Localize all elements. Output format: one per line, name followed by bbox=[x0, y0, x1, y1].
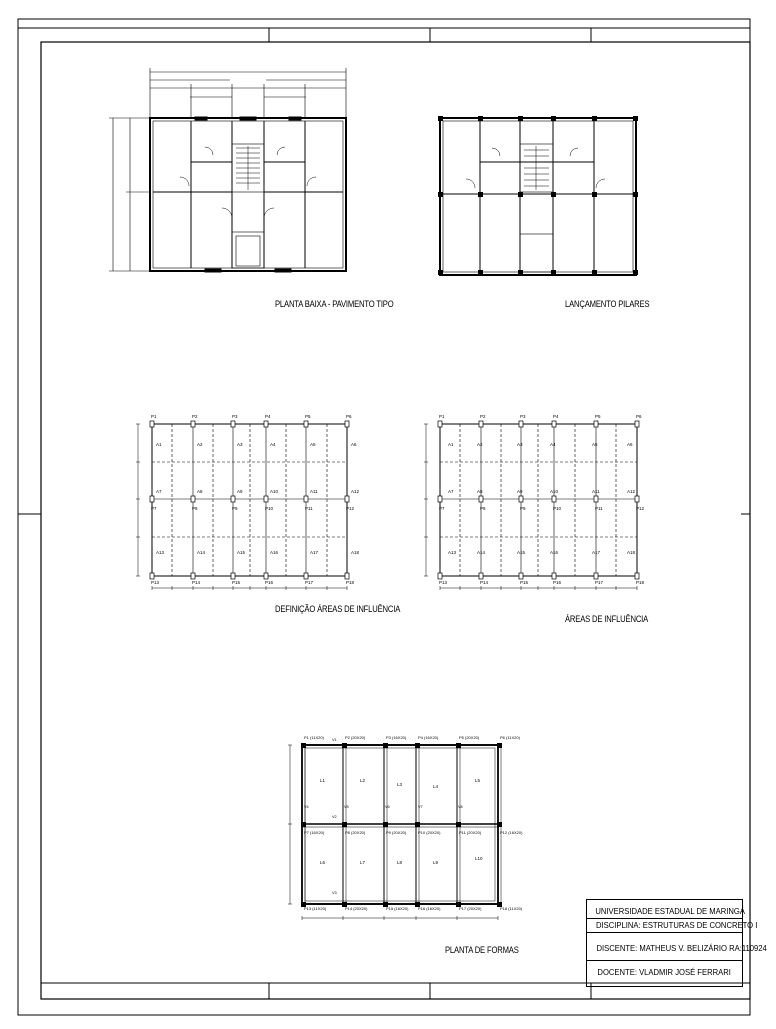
formwork-column-label: P18 (11X20) bbox=[500, 906, 523, 911]
column-mark bbox=[345, 421, 349, 427]
title-block bbox=[586, 899, 767, 987]
influence-definition-title: DEFINIÇÃO ÁREAS DE INFLUÊNCIA bbox=[275, 604, 401, 614]
column-label: P5 bbox=[305, 414, 311, 419]
area-label: A4 bbox=[550, 442, 556, 447]
student-name: DISCENTE: MATHEUS V. BELIZÁRIO RA:110924 bbox=[587, 932, 742, 961]
column-label: P2 bbox=[480, 414, 486, 419]
column-mark bbox=[191, 496, 195, 502]
column-section bbox=[456, 743, 461, 748]
beam-label: V8 bbox=[458, 805, 463, 809]
column-section bbox=[383, 822, 388, 827]
formwork-column-label: P7 (16X20) bbox=[304, 830, 325, 835]
beam-label: V1 bbox=[332, 738, 337, 742]
formwork-column-label: P13 (11X20) bbox=[304, 906, 327, 911]
column-mark bbox=[519, 573, 523, 579]
column-mark bbox=[594, 496, 598, 502]
column-mark bbox=[552, 573, 556, 579]
column-label: P13 bbox=[439, 580, 448, 585]
column-mark bbox=[635, 421, 639, 427]
area-label: A7 bbox=[156, 489, 162, 494]
area-label: A1 bbox=[448, 442, 454, 447]
column-label: P6 bbox=[346, 414, 352, 419]
column-mark bbox=[264, 573, 268, 579]
area-label: A6 bbox=[351, 442, 357, 447]
column-label: P18 bbox=[346, 580, 355, 585]
column-label: P10 bbox=[265, 506, 274, 511]
beam-label: V2 bbox=[332, 815, 337, 819]
formwork-column-label: P9 (20X20) bbox=[386, 830, 407, 835]
column-label: P10 bbox=[553, 506, 562, 511]
column-mark bbox=[264, 496, 268, 502]
formwork-column-label: P14 (20X20) bbox=[345, 906, 368, 911]
slab-label: L5 bbox=[475, 778, 481, 783]
column-mark bbox=[345, 573, 349, 579]
column-mark bbox=[479, 573, 483, 579]
formwork-column-label: P1 (11X20) bbox=[304, 735, 324, 740]
formwork-column-label: P11 (20X20) bbox=[459, 830, 482, 835]
formwork-column-label: P2 (20X20) bbox=[345, 735, 366, 740]
column-mark bbox=[594, 573, 598, 579]
column-section bbox=[342, 743, 347, 748]
column-label: P15 bbox=[232, 580, 241, 585]
area-label: A5 bbox=[592, 442, 598, 447]
column-mark bbox=[191, 421, 195, 427]
area-label: A2 bbox=[477, 442, 483, 447]
column-mark bbox=[264, 421, 268, 427]
influence-areas-title: ÁREAS DE INFLUÊNCIA bbox=[565, 614, 649, 624]
column-mark bbox=[438, 421, 442, 427]
column-label: P8 bbox=[192, 506, 198, 511]
slab-label: L9 bbox=[433, 860, 439, 865]
columns-layout-title: LANÇAMENTO PILARES bbox=[565, 299, 650, 309]
floor-plan-title: PLANTA BAIXA - PAVIMENTO TIPO bbox=[275, 299, 394, 309]
column-label: P16 bbox=[553, 580, 562, 585]
column-mark bbox=[552, 496, 556, 502]
column-mark bbox=[479, 421, 483, 427]
column-mark bbox=[304, 573, 308, 579]
column-label: P2 bbox=[192, 414, 198, 419]
slab-label: L3 bbox=[397, 782, 403, 787]
column-mark bbox=[438, 496, 442, 502]
column-section bbox=[342, 822, 347, 827]
beam-label: V6 bbox=[385, 805, 390, 809]
area-label: A17 bbox=[592, 550, 601, 555]
column-label: P13 bbox=[151, 580, 160, 585]
area-label: A15 bbox=[517, 550, 526, 555]
area-label: A6 bbox=[627, 442, 633, 447]
column-mark bbox=[191, 573, 195, 579]
area-label: A12 bbox=[627, 489, 636, 494]
column-mark bbox=[635, 573, 639, 579]
column-mark bbox=[231, 573, 235, 579]
column-label: P9 bbox=[232, 506, 238, 511]
formwork-column-label: P16 (16X20) bbox=[418, 906, 441, 911]
formwork-plan bbox=[288, 735, 523, 920]
column-section bbox=[497, 822, 502, 827]
column-label: P4 bbox=[553, 414, 559, 419]
formwork-column-label: P6 (11X20) bbox=[500, 735, 520, 740]
column-label: P7 bbox=[151, 506, 157, 511]
slab-label: L1 bbox=[320, 778, 326, 783]
area-label: A11 bbox=[310, 489, 318, 494]
column-label: P17 bbox=[305, 580, 314, 585]
formwork-column-label: P5 (20X20) bbox=[459, 735, 480, 740]
formwork-column-label: P12 (16X20) bbox=[500, 830, 523, 835]
area-label: A13 bbox=[156, 550, 165, 555]
column-label: P3 bbox=[520, 414, 526, 419]
column-section bbox=[383, 743, 388, 748]
formwork-column-label: P10 (20X20) bbox=[418, 830, 441, 835]
column-label: P12 bbox=[636, 506, 645, 511]
area-label: A16 bbox=[270, 550, 279, 555]
area-label: A9 bbox=[237, 489, 243, 494]
column-label: P16 bbox=[265, 580, 274, 585]
area-label: A16 bbox=[550, 550, 559, 555]
slab-label: L10 bbox=[475, 856, 483, 861]
formwork-column-label: P8 (20X20) bbox=[345, 830, 366, 835]
column-section bbox=[301, 822, 306, 827]
beam-label: V5 bbox=[344, 805, 349, 809]
column-mark bbox=[438, 573, 442, 579]
column-label: P1 bbox=[439, 414, 445, 419]
column-mark bbox=[150, 421, 154, 427]
column-mark bbox=[519, 496, 523, 502]
column-label: P17 bbox=[595, 580, 604, 585]
area-label: A3 bbox=[517, 442, 523, 447]
column-mark bbox=[594, 421, 598, 427]
area-label: A11 bbox=[592, 489, 600, 494]
plan-outline bbox=[440, 424, 637, 576]
column-mark bbox=[479, 496, 483, 502]
column-label: P8 bbox=[480, 506, 486, 511]
formwork-column-label: P4 (16X20) bbox=[418, 735, 439, 740]
column-mark bbox=[304, 496, 308, 502]
floor-plan bbox=[109, 68, 346, 272]
column-section bbox=[456, 822, 461, 827]
column-section bbox=[301, 743, 306, 748]
column-label: P6 bbox=[636, 414, 642, 419]
area-label: A9 bbox=[517, 489, 523, 494]
column-mark bbox=[231, 496, 235, 502]
university-name: UNIVERSIDADE ESTADUAL DE MARINGÁ bbox=[587, 904, 742, 919]
column-label: P5 bbox=[595, 414, 601, 419]
beam-label: V7 bbox=[418, 805, 423, 809]
column-label: P11 bbox=[595, 506, 603, 511]
teacher-name: DOCENTE: VLADMIR JOSÉ FERRARI bbox=[597, 967, 732, 977]
area-label: A3 bbox=[237, 442, 243, 447]
slab-label: L6 bbox=[320, 860, 326, 865]
formwork-column-label: P15 (16X20) bbox=[386, 906, 409, 911]
columns-layout-plan bbox=[438, 116, 638, 275]
column-mark bbox=[304, 421, 308, 427]
area-label: A18 bbox=[351, 550, 360, 555]
column-mark bbox=[150, 573, 154, 579]
area-label: A13 bbox=[448, 550, 457, 555]
column-mark bbox=[519, 421, 523, 427]
area-label: A14 bbox=[197, 550, 206, 555]
area-label: A8 bbox=[477, 489, 483, 494]
discipline-name: DISCIPLINA: ESTRUTURAS DE CONCRETO I bbox=[587, 918, 742, 933]
column-label: P9 bbox=[520, 506, 526, 511]
column-mark bbox=[552, 421, 556, 427]
slab-label: L2 bbox=[360, 778, 366, 783]
area-label: A1 bbox=[156, 442, 162, 447]
beam-label: V4 bbox=[304, 805, 309, 809]
area-label: A10 bbox=[550, 489, 559, 494]
area-label: A10 bbox=[270, 489, 279, 494]
slab-label: L8 bbox=[397, 860, 403, 865]
column-label: P1 bbox=[151, 414, 157, 419]
column-mark bbox=[150, 496, 154, 502]
column-label: P18 bbox=[636, 580, 645, 585]
column-section bbox=[415, 743, 420, 748]
column-label: P4 bbox=[265, 414, 271, 419]
column-label: P15 bbox=[520, 580, 529, 585]
column-label: P14 bbox=[192, 580, 201, 585]
area-label: A15 bbox=[237, 550, 246, 555]
slab-label: L7 bbox=[360, 860, 366, 865]
column-mark bbox=[635, 496, 639, 502]
influence-areas-plan bbox=[424, 414, 645, 590]
formwork-column-label: P17 (20X20) bbox=[459, 906, 482, 911]
column-mark bbox=[345, 496, 349, 502]
column-section bbox=[497, 743, 502, 748]
column-section bbox=[415, 822, 420, 827]
area-label: A7 bbox=[448, 489, 454, 494]
column-label: P3 bbox=[232, 414, 238, 419]
area-label: A17 bbox=[310, 550, 319, 555]
beam-label: V3 bbox=[332, 891, 337, 895]
column-label: P14 bbox=[480, 580, 489, 585]
area-label: A8 bbox=[197, 489, 203, 494]
formwork-column-label: P3 (16X20) bbox=[386, 735, 407, 740]
influence-definition-plan bbox=[136, 414, 360, 590]
column-label: P11 bbox=[305, 506, 313, 511]
column-label: P7 bbox=[439, 506, 445, 511]
column-mark bbox=[231, 421, 235, 427]
area-label: A4 bbox=[270, 442, 276, 447]
area-label: A12 bbox=[351, 489, 360, 494]
area-label: A5 bbox=[310, 442, 316, 447]
area-label: A18 bbox=[627, 550, 636, 555]
slab-label: L4 bbox=[433, 784, 439, 789]
column-label: P12 bbox=[346, 506, 355, 511]
area-label: A2 bbox=[197, 442, 203, 447]
formwork-title: PLANTA DE FORMAS bbox=[445, 945, 519, 955]
area-label: A14 bbox=[477, 550, 486, 555]
